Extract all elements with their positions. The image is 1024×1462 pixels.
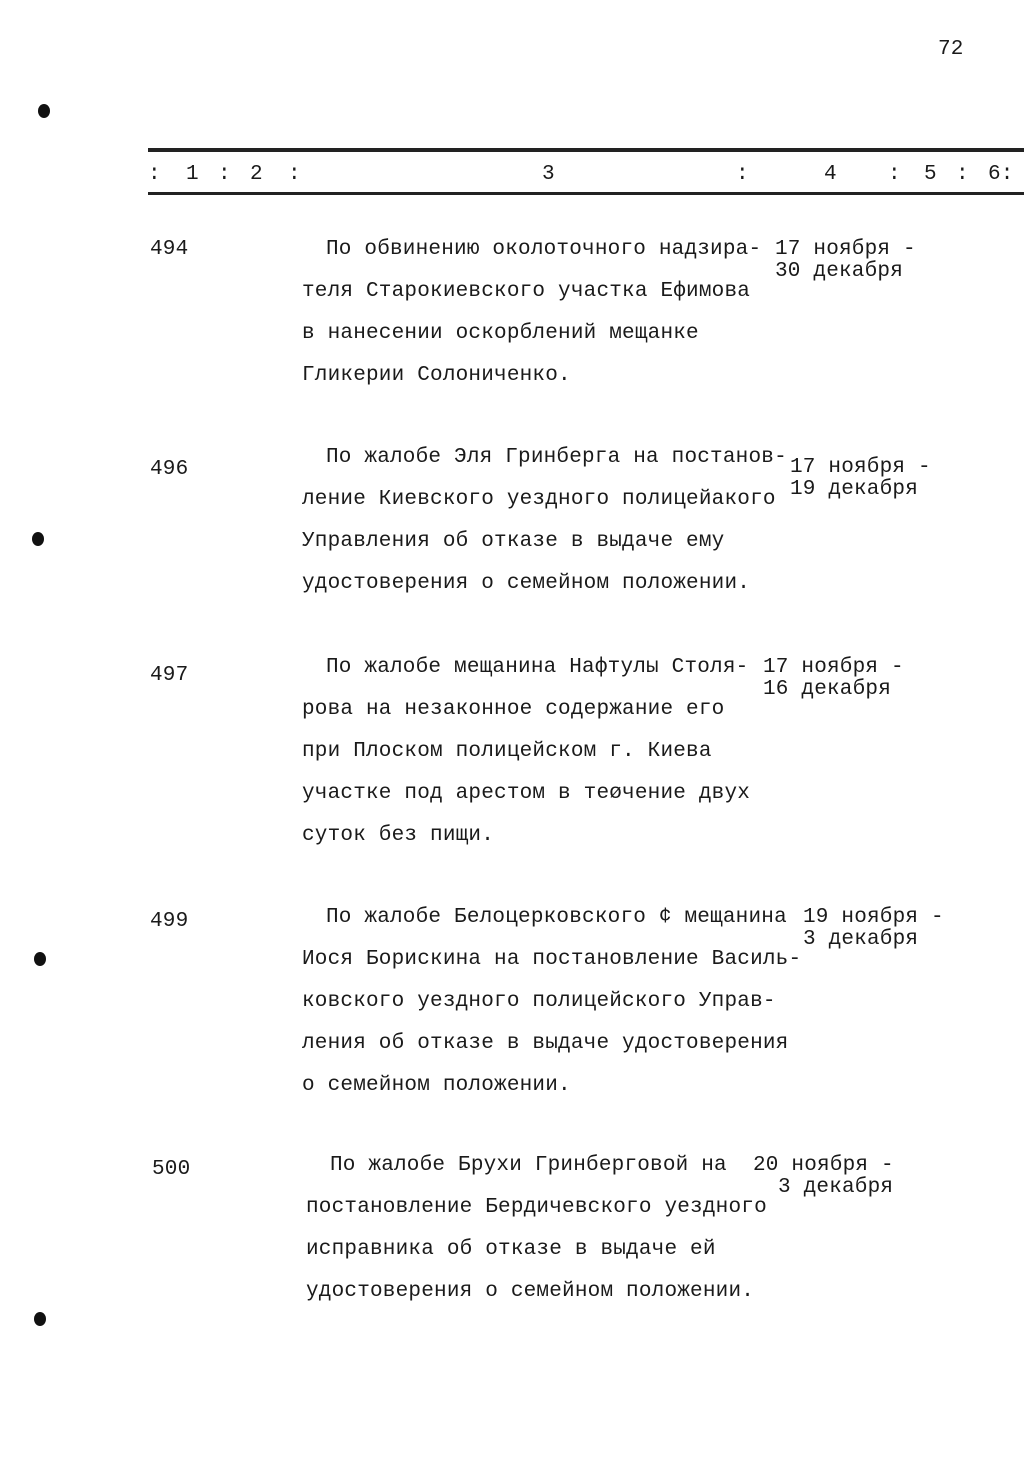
header-col-6: 6: xyxy=(988,163,1014,186)
entry-line: в нанесении оскорблений мещанке xyxy=(302,322,699,345)
entry-number: 499 xyxy=(150,910,189,933)
entry-number: 496 xyxy=(150,458,189,481)
header-col-1: 1 xyxy=(186,163,199,186)
date-end: 30 декабря xyxy=(775,260,904,283)
entry-line: суток без пищи. xyxy=(302,824,495,847)
date-end: 3 декабря xyxy=(778,1176,894,1199)
header-sep: : xyxy=(148,163,161,186)
header-sep: : xyxy=(218,163,231,186)
entry-number: 497 xyxy=(150,664,189,687)
header-col-4: 4 xyxy=(824,163,837,186)
date-start: 17 ноября - xyxy=(763,656,904,679)
entry-line: Гликерии Солониченко. xyxy=(302,364,571,387)
entry-line: постановление Бердичевского уездного xyxy=(306,1196,767,1219)
entry-line: участке под арестом в теøчение двух xyxy=(302,782,751,805)
header-bottom-rule xyxy=(148,192,1024,195)
date-start: 17 ноября - xyxy=(775,238,916,261)
entry-line: удостоверения о семейном положении. xyxy=(306,1280,755,1303)
entry-line: Иося Борискина на постановление Василь- xyxy=(302,948,802,971)
entry-line: По жалобе Белоцерковского ¢ мещанина xyxy=(326,906,787,929)
header-top-rule xyxy=(148,148,1024,152)
header-sep: : xyxy=(956,163,969,186)
header-col-2: 2 xyxy=(250,163,263,186)
entry-line: при Плоском полицейском г. Киева xyxy=(302,740,712,763)
entry-line: По жалобе Брухи Гринберговой на xyxy=(330,1154,727,1177)
binding-hole xyxy=(38,104,50,118)
binding-hole xyxy=(32,532,44,546)
entry-line: ковского уездного полицейского Управ- xyxy=(302,990,776,1013)
entry-line: удостоверения о семейном положении. xyxy=(302,572,751,595)
entry-line: По обвинению околоточного надзира- xyxy=(326,238,762,261)
entry-line: По жалобе Эля Гринберга на постанов- xyxy=(326,446,787,469)
entry-number: 494 xyxy=(150,238,189,261)
date-end: 16 декабря xyxy=(763,678,892,701)
entry-line: исправника об отказе в выдаче ей xyxy=(306,1238,716,1261)
header-col-5: 5 xyxy=(924,163,937,186)
entry-number: 500 xyxy=(152,1158,191,1181)
page-number: 72 xyxy=(938,38,964,61)
binding-hole xyxy=(34,1312,46,1326)
entry-line: По жалобе мещанина Нафтулы Столя- xyxy=(326,656,749,679)
entry-line: Управления об отказе в выдаче ему xyxy=(302,530,725,553)
date-end: 19 декабря xyxy=(790,478,919,501)
date-start: 19 ноября - xyxy=(803,906,944,929)
entry-line: ление Киевского уездного полицейакого xyxy=(302,488,776,511)
binding-hole xyxy=(34,952,46,966)
header-sep: : xyxy=(288,163,301,186)
entry-line: рова на незаконное содержание его xyxy=(302,698,725,721)
date-start: 17 ноября - xyxy=(790,456,931,479)
entry-line: теля Старокиевского участка Ефимова xyxy=(302,280,751,303)
entry-line: ления об отказе в выдаче удостоверения xyxy=(302,1032,789,1055)
header-col-3: 3 xyxy=(542,163,555,186)
date-start: 20 ноября - xyxy=(753,1154,894,1177)
date-end: 3 декабря xyxy=(803,928,919,951)
header-sep: : xyxy=(888,163,901,186)
entry-line: о семейном положении. xyxy=(302,1074,571,1097)
header-sep: : xyxy=(736,163,749,186)
